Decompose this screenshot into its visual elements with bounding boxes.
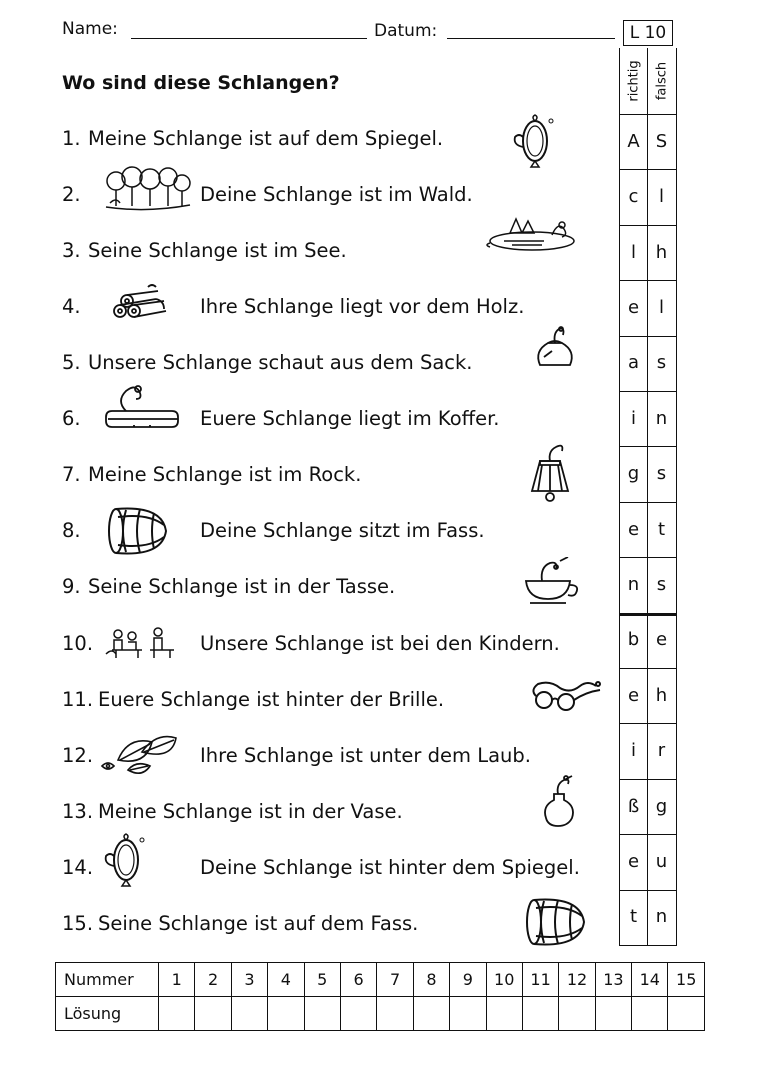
number-row: [56, 963, 705, 997]
solution-input-cell[interactable]: [304, 997, 340, 1031]
answer-cell-richtig: a: [627, 352, 640, 374]
answer-cell-falsch: r: [657, 740, 666, 762]
number-cell: 10: [486, 963, 522, 997]
solution-input-cell[interactable]: [668, 997, 705, 1031]
answer-cell-falsch: l: [658, 296, 664, 318]
children-icon: [104, 624, 178, 660]
number-cell: 3: [231, 963, 267, 997]
date-field[interactable]: [447, 38, 615, 39]
number-cell: 2: [195, 963, 231, 997]
task-number: 11.: [62, 688, 94, 711]
barrel-icon: [104, 503, 174, 559]
solution-row: [56, 997, 705, 1031]
answer-cell-falsch: h: [655, 684, 668, 706]
task-sentence: Deine Schlange ist hinter dem Spiegel.: [200, 856, 580, 879]
number-cell: 8: [413, 963, 449, 997]
mirror-icon: [505, 113, 565, 173]
solution-input-cell[interactable]: [231, 997, 267, 1031]
answer-cell-falsch: n: [655, 407, 668, 429]
answer-cell-falsch: n: [655, 906, 668, 928]
task-number: 6.: [62, 407, 81, 430]
answer-cell-falsch: l: [658, 186, 664, 208]
wood-logs-icon: [108, 281, 172, 321]
worksheet-badge: L 10: [623, 20, 673, 46]
answer-cell-richtig: i: [630, 407, 636, 429]
task-sentence: Seine Schlange ist auf dem Fass.: [98, 912, 419, 935]
answer-cell-falsch: u: [655, 850, 668, 872]
number-row-label: Nummer: [56, 963, 159, 997]
task-number: 2.: [62, 183, 81, 206]
answer-cell-falsch: S: [655, 130, 668, 152]
answer-cell-richtig: e: [627, 850, 640, 872]
date-label: Datum:: [374, 21, 438, 41]
lake-icon: [482, 211, 582, 255]
solution-table: [55, 962, 705, 1031]
vase-icon: [540, 774, 580, 830]
solution-input-cell[interactable]: [413, 997, 449, 1031]
solution-input-cell[interactable]: [159, 997, 195, 1031]
task-number: 13.: [62, 800, 94, 823]
answer-cell-falsch: t: [657, 518, 666, 540]
solution-input-cell[interactable]: [377, 997, 413, 1031]
task-number: 5.: [62, 351, 81, 374]
skirt-icon: [528, 439, 572, 503]
number-cell: 7: [377, 963, 413, 997]
number-cell: 4: [268, 963, 304, 997]
header-richtig: richtig: [626, 60, 641, 102]
task-number: 7.: [62, 463, 81, 486]
barrel-icon: [522, 894, 592, 950]
number-cell: 9: [450, 963, 486, 997]
number-cell: 6: [340, 963, 376, 997]
solution-input-cell[interactable]: [268, 997, 304, 1031]
task-number: 4.: [62, 295, 81, 318]
forest-icon: [102, 163, 192, 213]
number-cell: 13: [595, 963, 631, 997]
task-number: 14.: [62, 856, 94, 879]
answer-cell-richtig: A: [627, 130, 640, 152]
answer-cell-richtig: ß: [627, 795, 640, 817]
sack-icon: [530, 323, 580, 373]
number-cell: 15: [668, 963, 705, 997]
number-cell: 12: [559, 963, 595, 997]
mirror-icon: [96, 832, 156, 892]
answer-cell-richtig: t: [629, 906, 638, 928]
task-sentence: Meine Schlange ist in der Vase.: [98, 800, 403, 823]
task-number: 12.: [62, 744, 94, 767]
answer-cell-richtig: n: [627, 573, 640, 595]
task-sentence: Deine Schlange sitzt im Fass.: [200, 519, 485, 542]
suitcase-icon: [104, 381, 184, 431]
answer-cell-falsch: s: [656, 463, 667, 485]
answer-cell-richtig: e: [627, 296, 640, 318]
solution-input-cell[interactable]: [632, 997, 668, 1031]
solution-input-cell[interactable]: [340, 997, 376, 1031]
answer-cell-richtig: g: [627, 463, 640, 485]
answer-cell-falsch: s: [656, 573, 667, 595]
task-sentence: Meine Schlange ist im Rock.: [88, 463, 362, 486]
answer-cell-richtig: l: [630, 241, 636, 263]
answer-cell-richtig: e: [627, 518, 640, 540]
answer-cell-falsch: e: [655, 629, 668, 651]
leaves-icon: [98, 730, 188, 780]
answer-cell-richtig: c: [628, 186, 639, 208]
task-number: 3.: [62, 239, 81, 262]
number-cell: 11: [522, 963, 558, 997]
number-cell: 5: [304, 963, 340, 997]
name-label: Name:: [62, 19, 118, 39]
task-number: 9.: [62, 575, 81, 598]
task-sentence: Seine Schlange ist im See.: [88, 239, 347, 262]
task-sentence: Ihre Schlange liegt vor dem Holz.: [200, 295, 525, 318]
task-number: 1.: [62, 127, 81, 150]
task-sentence: Deine Schlange ist im Wald.: [200, 183, 473, 206]
solution-input-cell[interactable]: [486, 997, 522, 1031]
task-sentence: Ihre Schlange ist unter dem Laub.: [200, 744, 531, 767]
answer-column: [619, 48, 677, 946]
number-cell: 1: [159, 963, 195, 997]
answer-cell-richtig: i: [630, 740, 636, 762]
page-title: Wo sind diese Schlangen?: [62, 72, 340, 94]
answer-cell-falsch: h: [655, 241, 668, 263]
solution-input-cell[interactable]: [450, 997, 486, 1031]
task-sentence: Seine Schlange ist in der Tasse.: [88, 575, 396, 598]
solution-input-cell[interactable]: [522, 997, 558, 1031]
answer-cell-richtig: b: [627, 629, 640, 651]
answer-cell-falsch: g: [655, 795, 668, 817]
task-sentence: Euere Schlange ist hinter der Brille.: [98, 688, 445, 711]
task-number: 10.: [62, 632, 94, 655]
header-falsch: falsch: [654, 61, 669, 101]
name-field[interactable]: [131, 38, 367, 39]
task-number: 15.: [62, 912, 94, 935]
solution-input-cell[interactable]: [559, 997, 595, 1031]
solution-row-label: Lösung: [56, 997, 159, 1031]
task-number: 8.: [62, 519, 81, 542]
task-sentence: Unsere Schlange schaut aus dem Sack.: [88, 351, 473, 374]
task-sentence: Euere Schlange liegt im Koffer.: [200, 407, 500, 430]
cup-icon: [520, 557, 580, 605]
solution-input-cell[interactable]: [195, 997, 231, 1031]
glasses-icon: [528, 676, 604, 716]
answer-cell-richtig: e: [627, 684, 640, 706]
task-sentence: Meine Schlange ist auf dem Spiegel.: [88, 127, 444, 150]
answer-cell-falsch: s: [656, 352, 667, 374]
number-cell: 14: [632, 963, 668, 997]
task-sentence: Unsere Schlange ist bei den Kindern.: [200, 632, 560, 655]
solution-input-cell[interactable]: [595, 997, 631, 1031]
